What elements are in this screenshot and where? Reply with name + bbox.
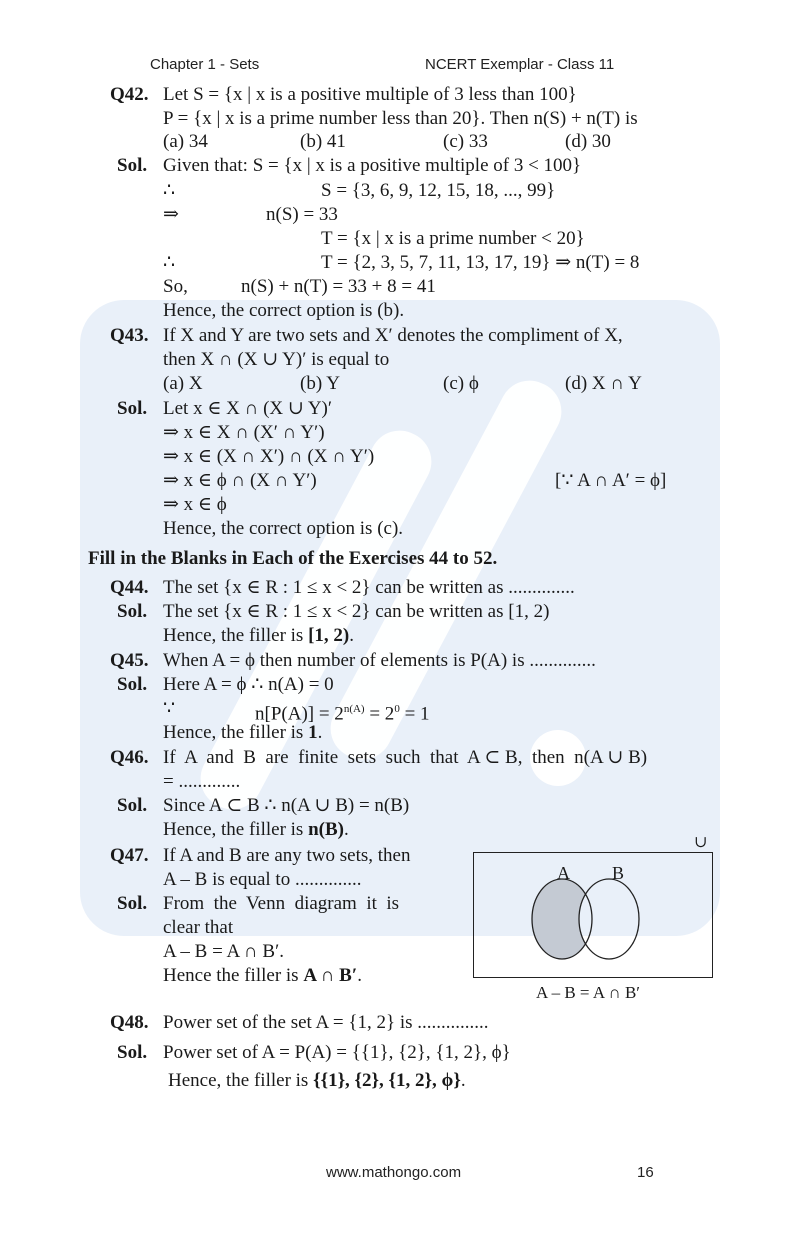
question-text: When A = ϕ then number of elements is P(A) is ..............	[163, 650, 596, 671]
conclusion-prefix: Hence, the filler is	[163, 819, 309, 840]
option-a: (a) 34	[163, 131, 208, 152]
question-number: Q44.	[110, 577, 149, 598]
answer: {{1}, {2}, {1, 2}, ϕ}	[313, 1070, 461, 1091]
venn-diagram	[473, 852, 713, 978]
implies-symbol: ⇒	[163, 204, 179, 225]
section-heading: Fill in the Blanks in Each of the Exercises 44 to 52.	[88, 548, 498, 569]
solution-line: T = {2, 3, 5, 7, 11, 13, 17, 19} ⇒ n(T) = 8	[321, 252, 640, 273]
solution-line: ⇒ x ∈ X ∩ (X′ ∩ Y′)	[163, 422, 325, 443]
expr-end: = 1	[399, 703, 430, 725]
solution-line: The set {x ∈ R : 1 ≤ x < 2} can be written as [1, 2)	[163, 601, 550, 622]
solution-conclusion: Hence, the correct option is (c).	[163, 518, 404, 539]
conclusion-prefix: Hence, the filler is	[168, 1070, 314, 1091]
venn-caption: A – B = A ∩ B′	[536, 983, 641, 1002]
expr-base: n[P(A)] = 2	[255, 703, 344, 725]
solution-label: Sol.	[117, 155, 148, 176]
solution-label: Sol.	[117, 674, 148, 695]
solution-reason: [∵ A ∩ A′ = ϕ]	[555, 470, 667, 491]
solution-line: Power set of A = P(A) = {{1}, {2}, {1, 2}, ϕ}	[163, 1042, 511, 1063]
solution-line: T = {x | x is a prime number < 20}	[321, 228, 585, 249]
conclusion-suffix: .	[317, 722, 323, 743]
solution-label: Sol.	[117, 795, 148, 816]
question-text: If A and B are any two sets, then	[163, 845, 411, 866]
solution-line: ⇒ x ∈ (X ∩ X′) ∩ (X ∩ Y′)	[163, 446, 375, 467]
option-c: (c) ϕ	[443, 373, 479, 394]
option-d: (d) X ∩ Y	[565, 373, 642, 394]
chapter-title: Chapter 1 - Sets	[150, 56, 260, 73]
solution-label: Sol.	[117, 398, 148, 419]
conclusion-suffix: .	[460, 1070, 466, 1091]
answer: A ∩ B′	[303, 965, 358, 986]
question-text: P = {x | x is a prime number less than 20}. Then n(S) + n(T) is	[163, 108, 638, 129]
solution-line: A – B = A ∩ B′.	[163, 941, 284, 962]
question-text: Power set of the set A = {1, 2} is ...............	[163, 1012, 489, 1033]
question-number: Q46.	[110, 747, 149, 768]
set-a-label: A	[557, 863, 570, 883]
option-b: (b) 41	[300, 131, 346, 152]
question-text: The set {x ∈ R : 1 ≤ x < 2} can be written as ..............	[163, 577, 575, 598]
question-number: Q47.	[110, 845, 149, 866]
page-number: 16	[637, 1164, 654, 1181]
solution-line: Here A = ϕ ∴ n(A) = 0	[163, 674, 334, 695]
solution-conclusion: Hence, the correct option is (b).	[163, 300, 405, 321]
conclusion-prefix: Hence, the filler is	[163, 722, 309, 743]
solution-line: Let x ∈ X ∩ (X ∪ Y)′	[163, 398, 333, 419]
therefore-symbol: ∴	[163, 180, 176, 201]
answer: [1, 2)	[308, 625, 350, 646]
solution-label: Sol.	[117, 1042, 148, 1063]
universal-set-symbol: ∪	[694, 834, 708, 851]
solution-conclusion	[163, 965, 362, 987]
question-number: Q45.	[110, 650, 149, 671]
solution-conclusion	[163, 625, 354, 647]
footer-website: www.mathongo.com	[326, 1164, 462, 1181]
expr-mid: = 2	[364, 703, 395, 725]
book-title: NCERT Exemplar - Class 11	[425, 56, 615, 73]
therefore-symbol: ∴	[163, 252, 176, 273]
question-text: Let S = {x | x is a positive multiple of 3 less than 100}	[163, 84, 577, 105]
because-symbol: ∵	[163, 698, 176, 719]
solution-line: So,	[163, 276, 188, 297]
solution-conclusion	[163, 819, 349, 841]
question-number: Q42.	[110, 84, 149, 105]
exponent: 0	[394, 703, 400, 715]
solution-line: ⇒ x ∈ ϕ	[163, 494, 227, 515]
conclusion-prefix: Hence the filler is	[163, 965, 304, 986]
question-text: A – B is equal to ..............	[163, 869, 362, 890]
solution-line: n(S) = 33	[266, 204, 338, 225]
solution-line: From the Venn diagram it is	[163, 893, 400, 914]
option-d: (d) 30	[565, 131, 611, 152]
solution-line: Since A ⊂ B ∴ n(A ∪ B) = n(B)	[163, 795, 410, 816]
question-text: If A and B are finite sets such that A ⊂ B, then n(A ∪ B)	[163, 747, 648, 768]
solution-conclusion	[163, 722, 322, 744]
option-c: (c) 33	[443, 131, 488, 152]
option-b: (b) Y	[300, 373, 340, 394]
conclusion-suffix: .	[357, 965, 362, 986]
solution-line: S = {3, 6, 9, 12, 15, 18, ..., 99}	[321, 180, 556, 201]
solution-conclusion	[168, 1070, 466, 1092]
solution-line: ⇒ x ∈ ϕ ∩ (X ∩ Y′)	[163, 470, 317, 491]
conclusion-suffix: .	[349, 625, 354, 646]
question-text: If X and Y are two sets and X′ denotes the compliment of X,	[163, 325, 623, 346]
question-number: Q48.	[110, 1012, 149, 1033]
solution-line: n(S) + n(T) = 33 + 8 = 41	[241, 276, 436, 297]
solution-line: Given that: S = {x | x is a positive multiple of 3 < 100}	[163, 155, 582, 176]
venn-circles	[474, 853, 712, 977]
solution-label: Sol.	[117, 601, 148, 622]
conclusion-prefix: Hence, the filler is	[163, 625, 309, 646]
question-text: = .............	[163, 771, 241, 792]
set-b-label: B	[612, 863, 625, 883]
question-number: Q43.	[110, 325, 149, 346]
option-a: (a) X	[163, 373, 203, 394]
conclusion-suffix: .	[344, 819, 349, 840]
answer: n(B)	[308, 819, 344, 840]
exponent: n(A)	[343, 703, 365, 715]
answer: 1	[308, 722, 318, 743]
solution-line: clear that	[163, 917, 234, 938]
question-text: then X ∩ (X ∪ Y)′ is equal to	[163, 349, 390, 370]
solution-label: Sol.	[117, 893, 148, 914]
